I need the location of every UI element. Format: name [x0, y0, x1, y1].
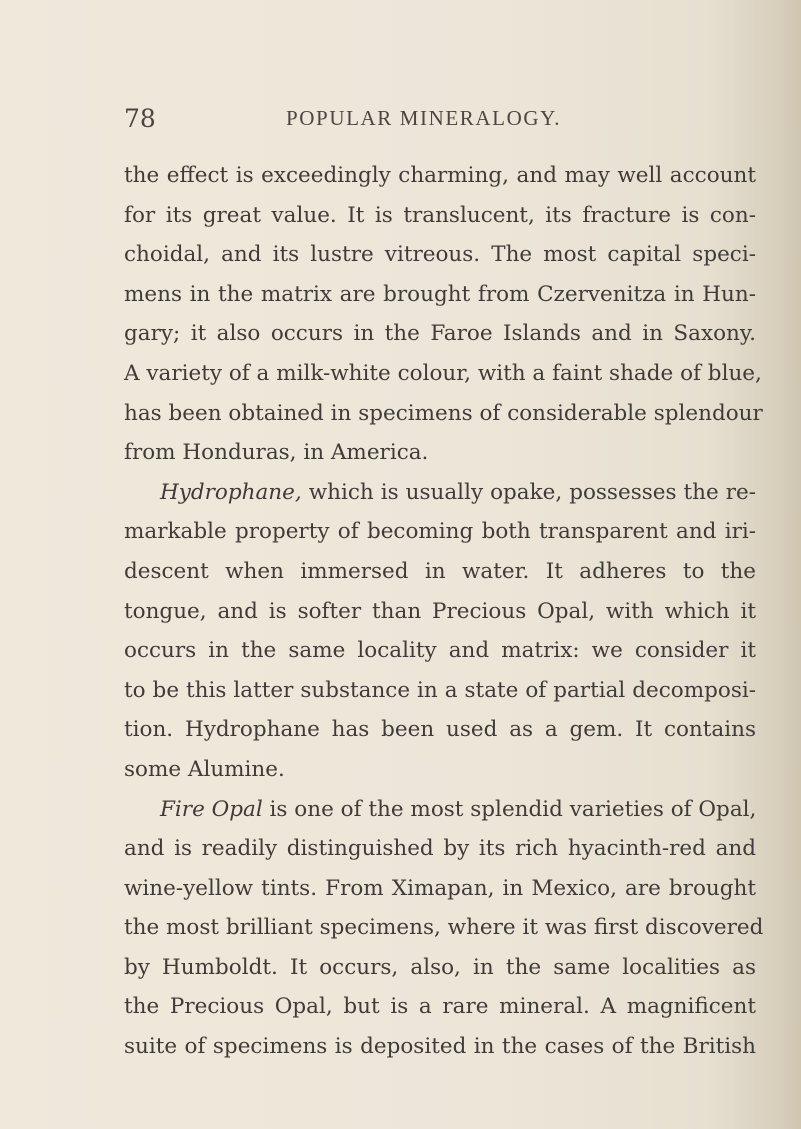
text-line: occurs in the same locality and matrix: we consider it	[124, 638, 756, 664]
running-head	[0, 104, 801, 134]
page-number: 78	[124, 104, 156, 133]
text-line: choidal, and its lustre vitreous. The most capital speci-	[124, 242, 756, 268]
text-line: to be this latter substance in a state of partial decomposi-	[124, 677, 756, 703]
body-text	[124, 156, 764, 1067]
text-line: and is readily distinguished by its rich hyacinth-red and	[124, 836, 756, 862]
line-rest: is one of the most splendid varieties of Opal,	[262, 796, 757, 822]
line-rest: which is usually opake, possesses the re-	[301, 479, 756, 505]
text-line: gary; it also occurs in the Faroe Islands and in Saxony.	[124, 321, 756, 347]
text-line: the Precious Opal, but is a rare mineral. A magnificent	[124, 994, 756, 1020]
paragraph-start-line	[124, 473, 756, 513]
running-title: POPULAR MINERALOGY.	[286, 106, 562, 130]
paragraph-start-line	[124, 790, 756, 830]
text-line: for its great value. It is translucent, its fracture is con-	[124, 202, 756, 228]
paragraph-end-line: some Alumine.	[124, 756, 285, 782]
text-line: mens in the matrix are brought from Czervenitza in Hun-	[124, 281, 756, 307]
italic-term: Hydrophane,	[160, 479, 302, 505]
text-line: markable property of becoming both transparent and iri-	[124, 519, 756, 545]
text-line: by Humboldt. It occurs, also, in the same localities as	[124, 954, 756, 980]
text-line: the most brilliant specimens, where it was first discovered	[124, 915, 764, 941]
text-line: tion. Hydrophane has been used as a gem. It contains	[124, 717, 756, 743]
text-line: wine-yellow tints. From Ximapan, in Mexico, are brought	[124, 875, 756, 901]
text-line: suite of specimens is deposited in the cases of the British	[124, 1034, 756, 1060]
text-line: has been obtained in specimens of considerable splendour	[124, 400, 763, 426]
paragraph-end-line: from Honduras, in America.	[124, 440, 429, 466]
text-line: the effect is exceedingly charming, and may well account	[124, 163, 756, 188]
text-line: A variety of a milk-white colour, with a faint shade of blue,	[124, 360, 762, 386]
text-line: descent when immersed in water. It adheres to the	[124, 558, 756, 584]
text-line: tongue, and is softer than Precious Opal, with which it	[124, 598, 756, 624]
italic-term: Fire Opal	[160, 796, 263, 822]
